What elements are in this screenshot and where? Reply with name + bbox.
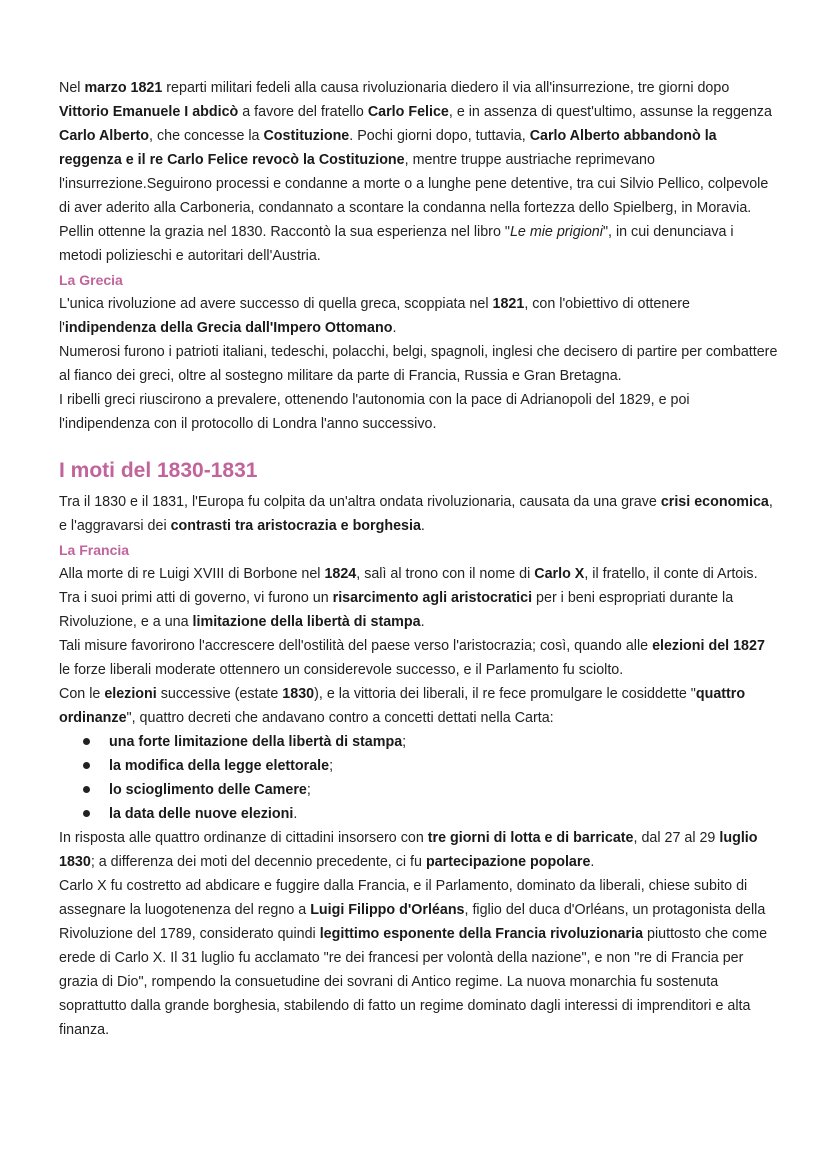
- text-run: ", quattro decreti che andavano contro a concetti dettati nella Carta:: [126, 710, 554, 726]
- text-run: , salì al trono con il nome di: [356, 566, 535, 582]
- text-run: Carlo X fu costretto ad abdicare e fuggire dalla Francia, e il Parlamento, dominato da liberali, chiese subito di assegnare la luogotenenza del regno a: [59, 878, 748, 918]
- text-run: L'unica rivoluzione ad avere successo di quella greca, scoppiata nel: [59, 296, 493, 312]
- text-run: , mentre truppe austriache reprimevano l'insurrezione.Seguirono processi e condanne a morte o a lunghe pene detentive, tra cui Silvio Pellico, colpevole di aver aderito alla Carboneria, condannato a scontare la condanna nella fortezza dello Spielberg, in Moravia. Pellin ottenne la grazia nel 1830. Raccontò la sua esperienza nel libro ": [59, 152, 769, 240]
- text-run: ;: [329, 758, 334, 774]
- text-run: ", in cui denunciava i metodi polizieschi e autoritari dell'Austria.: [59, 224, 734, 264]
- text-run: ;: [306, 782, 311, 798]
- paragraph: [59, 562, 779, 634]
- text-run: .: [590, 854, 595, 870]
- text-run: , dal 27 al 29: [633, 830, 720, 846]
- bold-text: limitazione della libertà di stampa: [192, 614, 421, 630]
- bold-text: Carlo Felice: [367, 104, 449, 120]
- bold-text: Carlo Alberto: [59, 128, 150, 144]
- paragraph: [59, 490, 779, 538]
- text-run: , figlio del duca d'Orléans, un protagonista della Rivoluzione del 1789, considerato quindi: [59, 902, 766, 942]
- bold-text: lo scioglimento delle Camere: [109, 782, 307, 798]
- bold-text: 1821: [492, 296, 525, 312]
- paragraph: [59, 682, 779, 730]
- list-item: [59, 730, 779, 754]
- bold-text: risarcimento agli aristocratici: [332, 590, 533, 606]
- list-item-text: [109, 758, 333, 774]
- text-run: Alla morte di re Luigi XVIII di Borbone nel: [59, 566, 325, 582]
- bold-text: Luigi Filippo d'Orléans: [310, 902, 465, 918]
- bold-text: 1824: [324, 566, 357, 582]
- bullet-icon: [83, 786, 90, 793]
- section-title: I moti del 1830-1831: [59, 459, 258, 482]
- text-run: . Pochi giorni dopo, tuttavia,: [349, 128, 530, 144]
- paragraph: [59, 292, 779, 340]
- bold-text: la modifica della legge elettorale: [109, 758, 330, 774]
- text-run: .: [420, 518, 425, 534]
- document-body: [59, 76, 779, 1042]
- subheading-francia: La Francia: [59, 542, 130, 558]
- list-item-text: [109, 782, 311, 798]
- text-run: .: [293, 806, 298, 822]
- bold-text: la data delle nuove elezioni: [109, 806, 294, 822]
- bold-text: elezioni: [104, 686, 157, 702]
- bullet-icon: [83, 738, 90, 745]
- text-run: .: [420, 614, 425, 630]
- list-item-text: [109, 734, 406, 750]
- list-item-text: [109, 806, 297, 822]
- text-run: piuttosto che come erede di Carlo X. Il 31 luglio fu acclamato "re dei francesi per volontà della nazione", e non "re di Francia per grazia di Dio", rompendo la consuetudine dei sovrani di Antico regime. La nuova monarchia fu sostenuta soprattutto dalla grande borghesia, stabilendo di fatto un regime dominato dagli interessi di imprenditori e alta finanza.: [59, 926, 768, 1038]
- text-run: Tali misure favorirono l'accrescere dell'ostilità del paese verso l'aristocrazia; così, quando alle: [59, 638, 653, 654]
- text-run: , e l'aggravarsi dei: [59, 494, 773, 534]
- list-item: [59, 778, 779, 802]
- paragraph: [59, 340, 779, 388]
- bold-text: indipendenza della Grecia dall'Impero Ottomano: [64, 320, 393, 336]
- text-run: Tra il 1830 e il 1831, l'Europa fu colpita da un'altra ondata rivoluzionaria, causata da una grave: [59, 494, 661, 510]
- bold-text: elezioni del 1827: [652, 638, 765, 654]
- italic-text: Le mie prigioni: [509, 224, 603, 240]
- text-run: ;: [402, 734, 407, 750]
- bold-text: Carlo X: [534, 566, 585, 582]
- text-run: I ribelli greci riuscirono a prevalere, ottenendo l'autonomia con la pace di Adrianopoli del 1829, e poi l'indipendenza con il protocollo di Londra l'anno successivo.: [59, 392, 690, 432]
- list-item: [59, 754, 779, 778]
- bullet-icon: [83, 810, 90, 817]
- bold-text: quattro ordinanze: [59, 686, 746, 726]
- paragraph: [59, 874, 779, 1042]
- ordinanze-list: [59, 730, 779, 826]
- text-run: ), e la vittoria dei liberali, il re fece promulgare le cosiddette ": [314, 686, 696, 702]
- text-run: , e in assenza di quest'ultimo, assunse la reggenza: [448, 104, 772, 120]
- bold-text: 1830: [282, 686, 315, 702]
- text-run: .: [392, 320, 397, 336]
- paragraph: [59, 388, 779, 436]
- text-run: per i beni espropriati durante la Rivoluzione, e a una: [59, 590, 734, 630]
- text-run: , il fratello, il conte di Artois. Tra i suoi primi atti di governo, vi furono un: [59, 566, 758, 606]
- text-run: In risposta alle quattro ordinanze di cittadini insorsero con: [59, 830, 428, 846]
- bold-text: contrasti tra aristocrazia e borghesia: [170, 518, 421, 534]
- bold-text: legittimo esponente della Francia rivoluzionaria: [319, 926, 644, 942]
- text-run: a favore del fratello: [238, 104, 368, 120]
- text-run: , che concesse la: [149, 128, 264, 144]
- text-run: Con le: [59, 686, 105, 702]
- paragraph: [59, 76, 779, 268]
- bold-text: partecipazione popolare: [425, 854, 591, 870]
- bold-text: luglio 1830: [59, 830, 758, 870]
- paragraph: [59, 634, 779, 682]
- bold-text: una forte limitazione della libertà di stampa: [109, 734, 403, 750]
- subheading-grecia: La Grecia: [59, 272, 123, 288]
- bold-text: marzo 1821: [84, 80, 163, 96]
- text-run: le forze liberali moderate ottennero un considerevole successo, e il Parlamento fu sciolto.: [59, 662, 624, 678]
- text-run: Nel: [59, 80, 85, 96]
- list-item: [59, 802, 779, 826]
- bold-text: Carlo Alberto abbandonò la reggenza e il re Carlo Felice revocò la Costituzione: [59, 128, 717, 168]
- bold-text: Vittorio Emanuele I abdicò: [59, 104, 239, 120]
- paragraph: [59, 826, 779, 874]
- bullet-icon: [83, 762, 90, 769]
- bold-text: crisi economica: [660, 494, 769, 510]
- bold-text: tre giorni di lotta e di barricate: [427, 830, 634, 846]
- text-run: ; a differenza dei moti del decennio precedente, ci fu: [90, 854, 426, 870]
- text-run: reparti militari fedeli alla causa rivoluzionaria diedero il via all'insurrezione, tre giorni dopo: [162, 80, 730, 96]
- text-run: , con l'obiettivo di ottenere l': [59, 296, 690, 336]
- text-run: Numerosi furono i patrioti italiani, tedeschi, polacchi, belgi, spagnoli, inglesi che decisero di partire per combattere al fianco dei greci, oltre al sostegno militare da parte di Francia, Russia e Gran Bretagna.: [59, 344, 778, 384]
- bold-text: Costituzione: [263, 128, 350, 144]
- text-run: successive (estate: [156, 686, 283, 702]
